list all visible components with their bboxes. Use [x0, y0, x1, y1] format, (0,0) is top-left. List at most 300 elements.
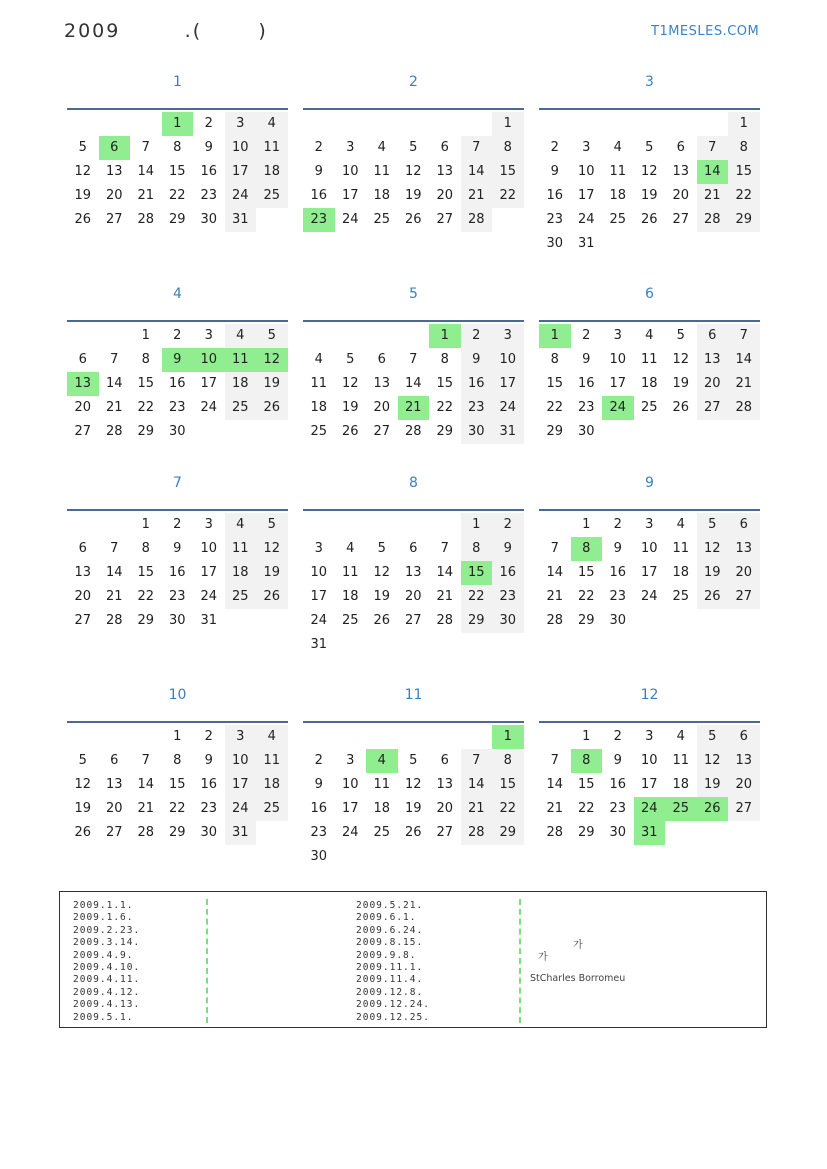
day-cell: 9 — [173, 541, 182, 556]
day-cell: 2 — [550, 140, 559, 155]
holiday-list-2 — [356, 900, 430, 1024]
day-cell: 22 — [577, 589, 595, 604]
month-rule — [303, 320, 524, 322]
day-cell: 25 — [609, 212, 627, 227]
day-cell: 29 — [728, 208, 760, 232]
day-cell: 7 — [110, 541, 119, 556]
day-cell: 31 — [200, 613, 218, 628]
month-title: 8 — [409, 475, 418, 491]
day-cell: 27 — [436, 212, 454, 227]
holiday-date: 2009.4.13. — [73, 999, 141, 1011]
day-cell: 3 — [225, 725, 257, 749]
day-cell: 5 — [697, 725, 729, 749]
day-cell: 26 — [373, 613, 391, 628]
day-cell: 18 — [672, 777, 690, 792]
day-cell: 3 — [645, 729, 654, 744]
day-cell: 26 — [404, 212, 422, 227]
day-cell: 20 — [697, 372, 729, 396]
month-11 — [303, 687, 524, 864]
day-cell: 7 — [110, 352, 119, 367]
day-cell: 18 — [672, 565, 690, 580]
month-9 — [539, 475, 760, 628]
day-cell: 1 — [173, 729, 182, 744]
holiday-day-cell: 14 — [697, 160, 729, 184]
holiday-date: 2009.12.25. — [356, 1011, 430, 1023]
day-cell: 11 — [256, 136, 288, 160]
month-7 — [67, 475, 288, 628]
day-cell: 28 — [546, 613, 564, 628]
day-cell: 14 — [728, 348, 760, 372]
day-cell: 13 — [672, 164, 690, 179]
day-cell: 18 — [256, 160, 288, 184]
page-title: 2009 .( ) — [64, 20, 268, 42]
day-cell: 20 — [728, 561, 760, 585]
day-cell: 27 — [74, 613, 92, 628]
day-cell: 10 — [609, 352, 627, 367]
day-cell: 22 — [492, 184, 524, 208]
day-cell: 22 — [546, 400, 564, 415]
day-cell: 20 — [404, 589, 422, 604]
day-cell: 18 — [373, 188, 391, 203]
month-1 — [67, 74, 288, 227]
day-cell: 10 — [200, 541, 218, 556]
day-cell: 19 — [640, 188, 658, 203]
day-cell: 17 — [341, 801, 359, 816]
day-cell: 13 — [728, 749, 760, 773]
day-cell: 21 — [697, 184, 729, 208]
day-cell: 11 — [341, 565, 359, 580]
day-cell: 30 — [168, 613, 186, 628]
month-4 — [67, 286, 288, 439]
day-cell: 9 — [582, 352, 591, 367]
day-cell: 31 — [577, 236, 595, 251]
day-cell: 17 — [200, 565, 218, 580]
day-cell: 6 — [110, 753, 119, 768]
day-cell: 9 — [204, 753, 213, 768]
day-cell: 28 — [461, 821, 493, 845]
day-cell: 16 — [609, 777, 627, 792]
day-cell: 3 — [225, 112, 257, 136]
day-cell: 19 — [697, 561, 729, 585]
day-cell: 25 — [310, 424, 328, 439]
day-cell: 9 — [492, 537, 524, 561]
day-cell: 3 — [204, 517, 213, 532]
day-cell: 17 — [577, 188, 595, 203]
day-cell: 28 — [137, 212, 155, 227]
month-title: 1 — [173, 74, 182, 90]
day-cell: 17 — [310, 589, 328, 604]
day-cell: 5 — [409, 753, 418, 768]
day-cell: 8 — [173, 753, 182, 768]
day-cell: 23 — [310, 825, 328, 840]
day-cell: 16 — [461, 372, 493, 396]
day-cell: 25 — [225, 396, 257, 420]
day-cell: 2 — [173, 517, 182, 532]
day-cell: 30 — [609, 825, 627, 840]
day-cell: 9 — [204, 140, 213, 155]
month-rule — [539, 721, 760, 723]
day-cell: 6 — [78, 352, 87, 367]
month-rule — [67, 108, 288, 110]
day-cell: 15 — [168, 777, 186, 792]
month-title: 10 — [168, 687, 187, 703]
month-rule — [539, 320, 760, 322]
day-cell: 21 — [105, 400, 123, 415]
day-cell: 2 — [204, 116, 213, 131]
day-cell: 6 — [409, 541, 418, 556]
day-cell: 3 — [204, 328, 213, 343]
day-cell: 16 — [609, 565, 627, 580]
day-cell: 25 — [373, 825, 391, 840]
day-cell: 13 — [436, 164, 454, 179]
day-cell: 3 — [645, 517, 654, 532]
holiday-day-cell: 25 — [665, 797, 697, 821]
day-cell: 23 — [200, 188, 218, 203]
month-5 — [303, 286, 524, 439]
month-rule — [303, 509, 524, 511]
holiday-day-cell: 11 — [225, 348, 257, 372]
day-cell: 16 — [546, 188, 564, 203]
day-cell: 28 — [404, 424, 422, 439]
day-cell: 17 — [640, 777, 658, 792]
day-cell: 1 — [582, 729, 591, 744]
month-10 — [67, 687, 288, 840]
day-cell: 15 — [137, 376, 155, 391]
day-cell: 12 — [74, 164, 92, 179]
day-cell: 20 — [105, 801, 123, 816]
day-cell: 9 — [314, 164, 323, 179]
day-cell: 22 — [492, 797, 524, 821]
day-cell: 1 — [141, 517, 150, 532]
day-cell: 14 — [461, 160, 493, 184]
month-rule — [539, 108, 760, 110]
day-cell: 14 — [461, 773, 493, 797]
day-cell: 10 — [577, 164, 595, 179]
day-cell: 8 — [173, 140, 182, 155]
holiday-day-cell: 8 — [571, 537, 603, 561]
day-cell: 10 — [225, 136, 257, 160]
holiday-legend — [59, 891, 767, 1028]
day-cell: 14 — [546, 777, 564, 792]
day-cell: 29 — [137, 613, 155, 628]
day-cell: 14 — [546, 565, 564, 580]
day-cell: 13 — [105, 164, 123, 179]
day-cell: 28 — [697, 208, 729, 232]
day-cell: 20 — [74, 589, 92, 604]
day-cell: 15 — [728, 160, 760, 184]
day-cell: 9 — [613, 753, 622, 768]
day-cell: 11 — [373, 164, 391, 179]
day-cell: 12 — [256, 537, 288, 561]
holiday-day-cell: 9 — [162, 348, 194, 372]
day-cell: 18 — [256, 773, 288, 797]
day-cell: 4 — [645, 328, 654, 343]
day-cell: 23 — [168, 400, 186, 415]
day-cell: 2 — [613, 729, 622, 744]
day-cell: 26 — [74, 212, 92, 227]
day-cell: 25 — [256, 797, 288, 821]
day-cell: 6 — [728, 513, 760, 537]
day-cell: 3 — [346, 753, 355, 768]
day-cell: 2 — [582, 328, 591, 343]
day-cell: 22 — [436, 400, 454, 415]
holiday-day-cell: 26 — [697, 797, 729, 821]
day-cell: 28 — [461, 208, 493, 232]
holiday-date: 2009.11.4. — [356, 974, 424, 986]
day-cell: 4 — [346, 541, 355, 556]
day-cell: 9 — [613, 541, 622, 556]
day-cell: 31 — [225, 208, 257, 232]
legend-divider — [206, 899, 208, 1023]
day-cell: 8 — [440, 352, 449, 367]
day-cell: 10 — [492, 348, 524, 372]
holiday-date: 2009.11.1. — [356, 962, 424, 974]
day-cell: 15 — [546, 376, 564, 391]
day-cell: 22 — [137, 589, 155, 604]
day-cell: 15 — [492, 160, 524, 184]
day-cell: 4 — [377, 140, 386, 155]
site-brand[interactable]: T1MESLES.COM — [651, 24, 760, 39]
day-cell: 8 — [461, 537, 493, 561]
legend-note: 가 — [573, 940, 583, 951]
day-cell: 23 — [461, 396, 493, 420]
day-cell: 17 — [200, 376, 218, 391]
day-cell: 21 — [436, 589, 454, 604]
holiday-day-cell: 1 — [429, 324, 461, 348]
day-cell: 24 — [341, 825, 359, 840]
day-cell: 4 — [676, 729, 685, 744]
day-cell: 2 — [492, 513, 524, 537]
day-cell: 14 — [404, 376, 422, 391]
month-rule — [67, 509, 288, 511]
day-cell: 19 — [672, 376, 690, 391]
holiday-list-1 — [73, 900, 140, 1024]
day-cell: 28 — [728, 396, 760, 420]
day-cell: 1 — [461, 513, 493, 537]
legend-note: 가 — [538, 952, 548, 963]
holiday-day-cell: 6 — [99, 136, 131, 160]
day-cell: 17 — [492, 372, 524, 396]
day-cell: 7 — [728, 324, 760, 348]
day-cell: 28 — [105, 613, 123, 628]
day-cell: 4 — [676, 517, 685, 532]
day-cell: 19 — [256, 372, 288, 396]
day-cell: 16 — [577, 376, 595, 391]
day-cell: 12 — [341, 376, 359, 391]
day-cell: 6 — [676, 140, 685, 155]
day-cell: 18 — [225, 372, 257, 396]
day-cell: 11 — [373, 777, 391, 792]
day-cell: 4 — [256, 112, 288, 136]
holiday-date: 2009.5.1. — [73, 1011, 134, 1023]
day-cell: 25 — [225, 585, 257, 609]
day-cell: 10 — [640, 541, 658, 556]
day-cell: 3 — [582, 140, 591, 155]
day-cell: 27 — [105, 212, 123, 227]
day-cell: 29 — [461, 609, 493, 633]
day-cell: 30 — [577, 424, 595, 439]
day-cell: 29 — [577, 825, 595, 840]
day-cell: 8 — [492, 749, 524, 773]
day-cell: 14 — [436, 565, 454, 580]
day-cell: 17 — [225, 773, 257, 797]
day-cell: 21 — [546, 801, 564, 816]
month-2 — [303, 74, 524, 227]
day-cell: 29 — [168, 825, 186, 840]
day-cell: 17 — [225, 160, 257, 184]
day-cell: 19 — [74, 801, 92, 816]
holiday-date: 2009.9.8. — [356, 949, 417, 961]
day-cell: 17 — [341, 188, 359, 203]
day-cell: 25 — [256, 184, 288, 208]
day-cell: 16 — [492, 561, 524, 585]
holiday-day-cell: 23 — [303, 208, 335, 232]
day-cell: 11 — [256, 749, 288, 773]
day-cell: 2 — [314, 753, 323, 768]
day-cell: 15 — [492, 773, 524, 797]
day-cell: 22 — [137, 400, 155, 415]
day-cell: 21 — [137, 188, 155, 203]
month-rule — [303, 108, 524, 110]
month-title: 4 — [173, 286, 182, 302]
day-cell: 4 — [256, 725, 288, 749]
day-cell: 25 — [640, 400, 658, 415]
holiday-day-cell: 12 — [256, 348, 288, 372]
day-cell: 7 — [440, 541, 449, 556]
day-cell: 30 — [310, 849, 328, 864]
day-cell: 27 — [697, 396, 729, 420]
day-cell: 1 — [728, 112, 760, 136]
day-cell: 4 — [225, 513, 257, 537]
day-cell: 9 — [461, 348, 493, 372]
day-cell: 27 — [672, 212, 690, 227]
day-cell: 2 — [204, 729, 213, 744]
day-cell: 28 — [105, 424, 123, 439]
holiday-date: 2009.12.24. — [356, 999, 430, 1011]
day-cell: 18 — [373, 801, 391, 816]
holiday-day-cell: 15 — [461, 561, 493, 585]
day-cell: 5 — [645, 140, 654, 155]
day-cell: 18 — [609, 188, 627, 203]
day-cell: 8 — [728, 136, 760, 160]
day-cell: 23 — [577, 400, 595, 415]
day-cell: 18 — [341, 589, 359, 604]
day-cell: 29 — [168, 212, 186, 227]
day-cell: 5 — [676, 328, 685, 343]
day-cell: 13 — [436, 777, 454, 792]
day-cell: 20 — [105, 188, 123, 203]
day-cell: 12 — [697, 537, 729, 561]
holiday-day-cell: 13 — [67, 372, 99, 396]
day-cell: 17 — [640, 565, 658, 580]
month-title: 2 — [409, 74, 418, 90]
day-cell: 30 — [168, 424, 186, 439]
day-cell: 22 — [461, 585, 493, 609]
month-title: 7 — [173, 475, 182, 491]
day-cell: 26 — [404, 825, 422, 840]
day-cell: 20 — [373, 400, 391, 415]
day-cell: 29 — [436, 424, 454, 439]
month-title: 3 — [645, 74, 654, 90]
day-cell: 7 — [409, 352, 418, 367]
day-cell: 7 — [550, 753, 559, 768]
day-cell: 24 — [640, 589, 658, 604]
day-cell: 7 — [550, 541, 559, 556]
day-cell: 9 — [314, 777, 323, 792]
day-cell: 5 — [256, 513, 288, 537]
day-cell: 13 — [728, 537, 760, 561]
day-cell: 29 — [546, 424, 564, 439]
day-cell: 6 — [440, 140, 449, 155]
day-cell: 27 — [728, 797, 760, 821]
day-cell: 21 — [461, 184, 493, 208]
day-cell: 15 — [137, 565, 155, 580]
month-rule — [67, 721, 288, 723]
day-cell: 31 — [310, 637, 328, 652]
day-cell: 26 — [74, 825, 92, 840]
holiday-day-cell: 24 — [634, 797, 666, 821]
day-cell: 16 — [200, 164, 218, 179]
day-cell: 29 — [577, 613, 595, 628]
day-cell: 15 — [168, 164, 186, 179]
day-cell: 6 — [377, 352, 386, 367]
day-cell: 11 — [310, 376, 328, 391]
day-cell: 20 — [436, 801, 454, 816]
day-cell: 5 — [697, 513, 729, 537]
day-cell: 5 — [256, 324, 288, 348]
day-cell: 15 — [577, 777, 595, 792]
day-cell: 27 — [74, 424, 92, 439]
day-cell: 23 — [609, 801, 627, 816]
day-cell: 13 — [373, 376, 391, 391]
day-cell: 25 — [373, 212, 391, 227]
day-cell: 24 — [310, 613, 328, 628]
day-cell: 9 — [550, 164, 559, 179]
day-cell: 30 — [609, 613, 627, 628]
day-cell: 21 — [105, 589, 123, 604]
day-cell: 27 — [404, 613, 422, 628]
month-rule — [67, 320, 288, 322]
day-cell: 20 — [74, 400, 92, 415]
day-cell: 14 — [137, 777, 155, 792]
day-cell: 15 — [577, 565, 595, 580]
day-cell: 21 — [728, 372, 760, 396]
day-cell: 21 — [137, 801, 155, 816]
legend-divider — [519, 899, 521, 1023]
month-8 — [303, 475, 524, 652]
day-cell: 13 — [404, 565, 422, 580]
day-cell: 11 — [640, 352, 658, 367]
day-cell: 11 — [609, 164, 627, 179]
holiday-date: 2009.4.9. — [73, 949, 134, 961]
day-cell: 22 — [168, 188, 186, 203]
day-cell: 2 — [613, 517, 622, 532]
day-cell: 26 — [256, 585, 288, 609]
day-cell: 25 — [341, 613, 359, 628]
holiday-date: 2009.6.1. — [356, 912, 417, 924]
day-cell: 12 — [672, 352, 690, 367]
day-cell: 23 — [609, 589, 627, 604]
day-cell: 30 — [461, 420, 493, 444]
day-cell: 5 — [346, 352, 355, 367]
day-cell: 19 — [697, 773, 729, 797]
day-cell: 19 — [373, 589, 391, 604]
day-cell: 5 — [409, 140, 418, 155]
day-cell: 4 — [613, 140, 622, 155]
day-cell: 1 — [141, 328, 150, 343]
day-cell: 27 — [105, 825, 123, 840]
day-cell: 12 — [74, 777, 92, 792]
